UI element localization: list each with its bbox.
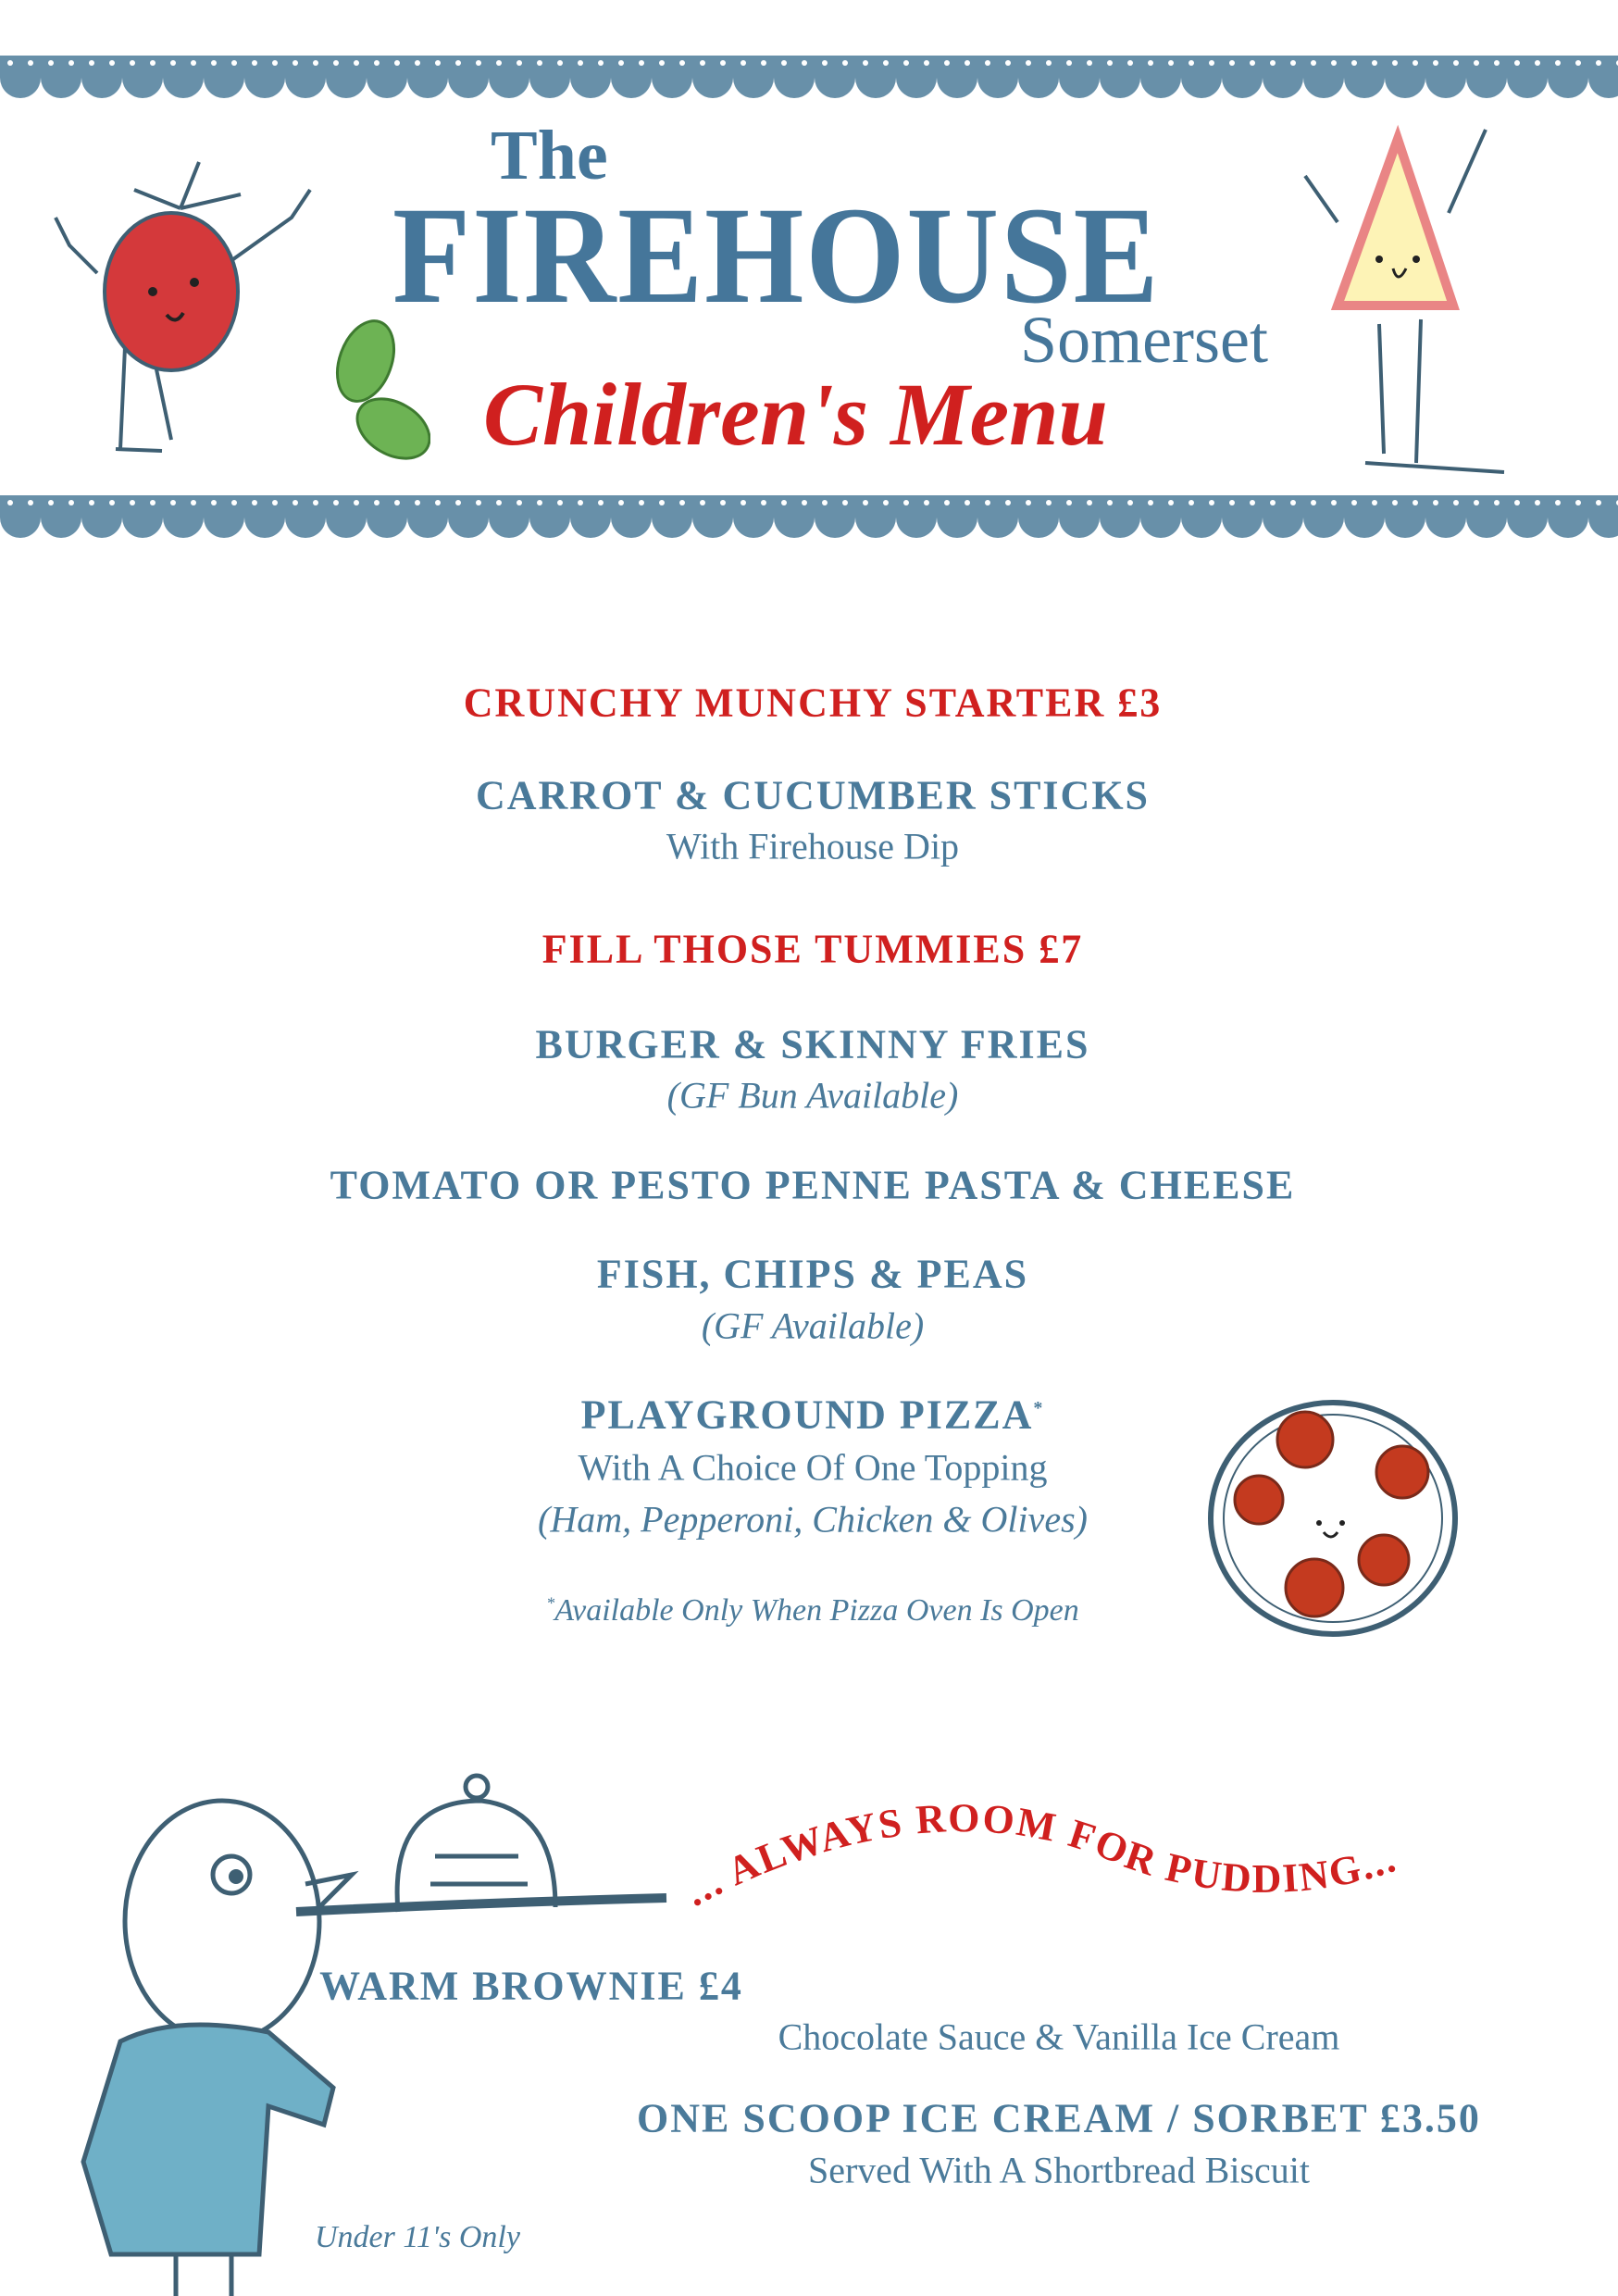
title-the: The <box>491 117 608 194</box>
menu-item-name: CARROT & CUCUMBER STICKS <box>475 772 1151 818</box>
cheese-slice-character-illustration <box>1291 120 1532 481</box>
menu-item-desc: With Firehouse Dip <box>666 825 960 867</box>
svg-text:... ALWAYS ROOM FOR PUDDING... <box>678 1795 1402 1915</box>
menu-item-desc: Served With A Shortbread Biscuit <box>807 2149 1311 2191</box>
menu-item-name: ONE SCOOP ICE CREAM / SORBET £3.50 <box>637 2095 1481 2141</box>
menu-item-name: TOMATO OR PESTO PENNE PASTA & CHEESE <box>330 1162 1296 1208</box>
pizza-note: *Available Only When Pizza Oven Is Open <box>546 1593 1079 1628</box>
section-title-mains: FILL THOSE TUMMIES £7 <box>541 926 1084 972</box>
menu-title: Children's Menu <box>483 365 1108 464</box>
restaurant-name: FIREHOUSE <box>392 179 1161 332</box>
menu-item-desc: (Ham, Pepperoni, Chicken & Olives) <box>538 1498 1088 1541</box>
menu-item-name: BURGER & SKINNY FRIES <box>535 1021 1090 1067</box>
location: Somerset <box>1020 303 1268 377</box>
age-note: Under 11's Only <box>315 2220 520 2254</box>
menu-item-desc: (GF Available) <box>701 1304 925 1347</box>
tomato-character-illustration <box>42 153 430 468</box>
menu-item-name: PLAYGROUND PIZZA <box>580 1391 1034 1438</box>
menu-item-name: WARM BROWNIE £4 <box>319 1963 743 2009</box>
pudding-heading <box>676 1787 1490 1926</box>
bottom-scallop-banner <box>0 495 1618 543</box>
pudding-title: ... ALWAYS ROOM FOR PUDDING... <box>677 1795 1402 1915</box>
menu-item-desc: With A Choice Of One Topping <box>578 1446 1048 1489</box>
asterisk: * <box>1033 1397 1045 1418</box>
menu-item-desc: (GF Bun Available) <box>666 1074 959 1117</box>
section-title-starter: CRUNCHY MUNCHY STARTER £3 <box>463 680 1163 726</box>
top-scallop-banner <box>0 56 1618 104</box>
pizza-illustration <box>1203 1393 1462 1643</box>
menu-item-desc: Chocolate Sauce & Vanilla Ice Cream <box>778 2015 1340 2058</box>
menu-item-name: FISH, CHIPS & PEAS <box>596 1251 1029 1297</box>
